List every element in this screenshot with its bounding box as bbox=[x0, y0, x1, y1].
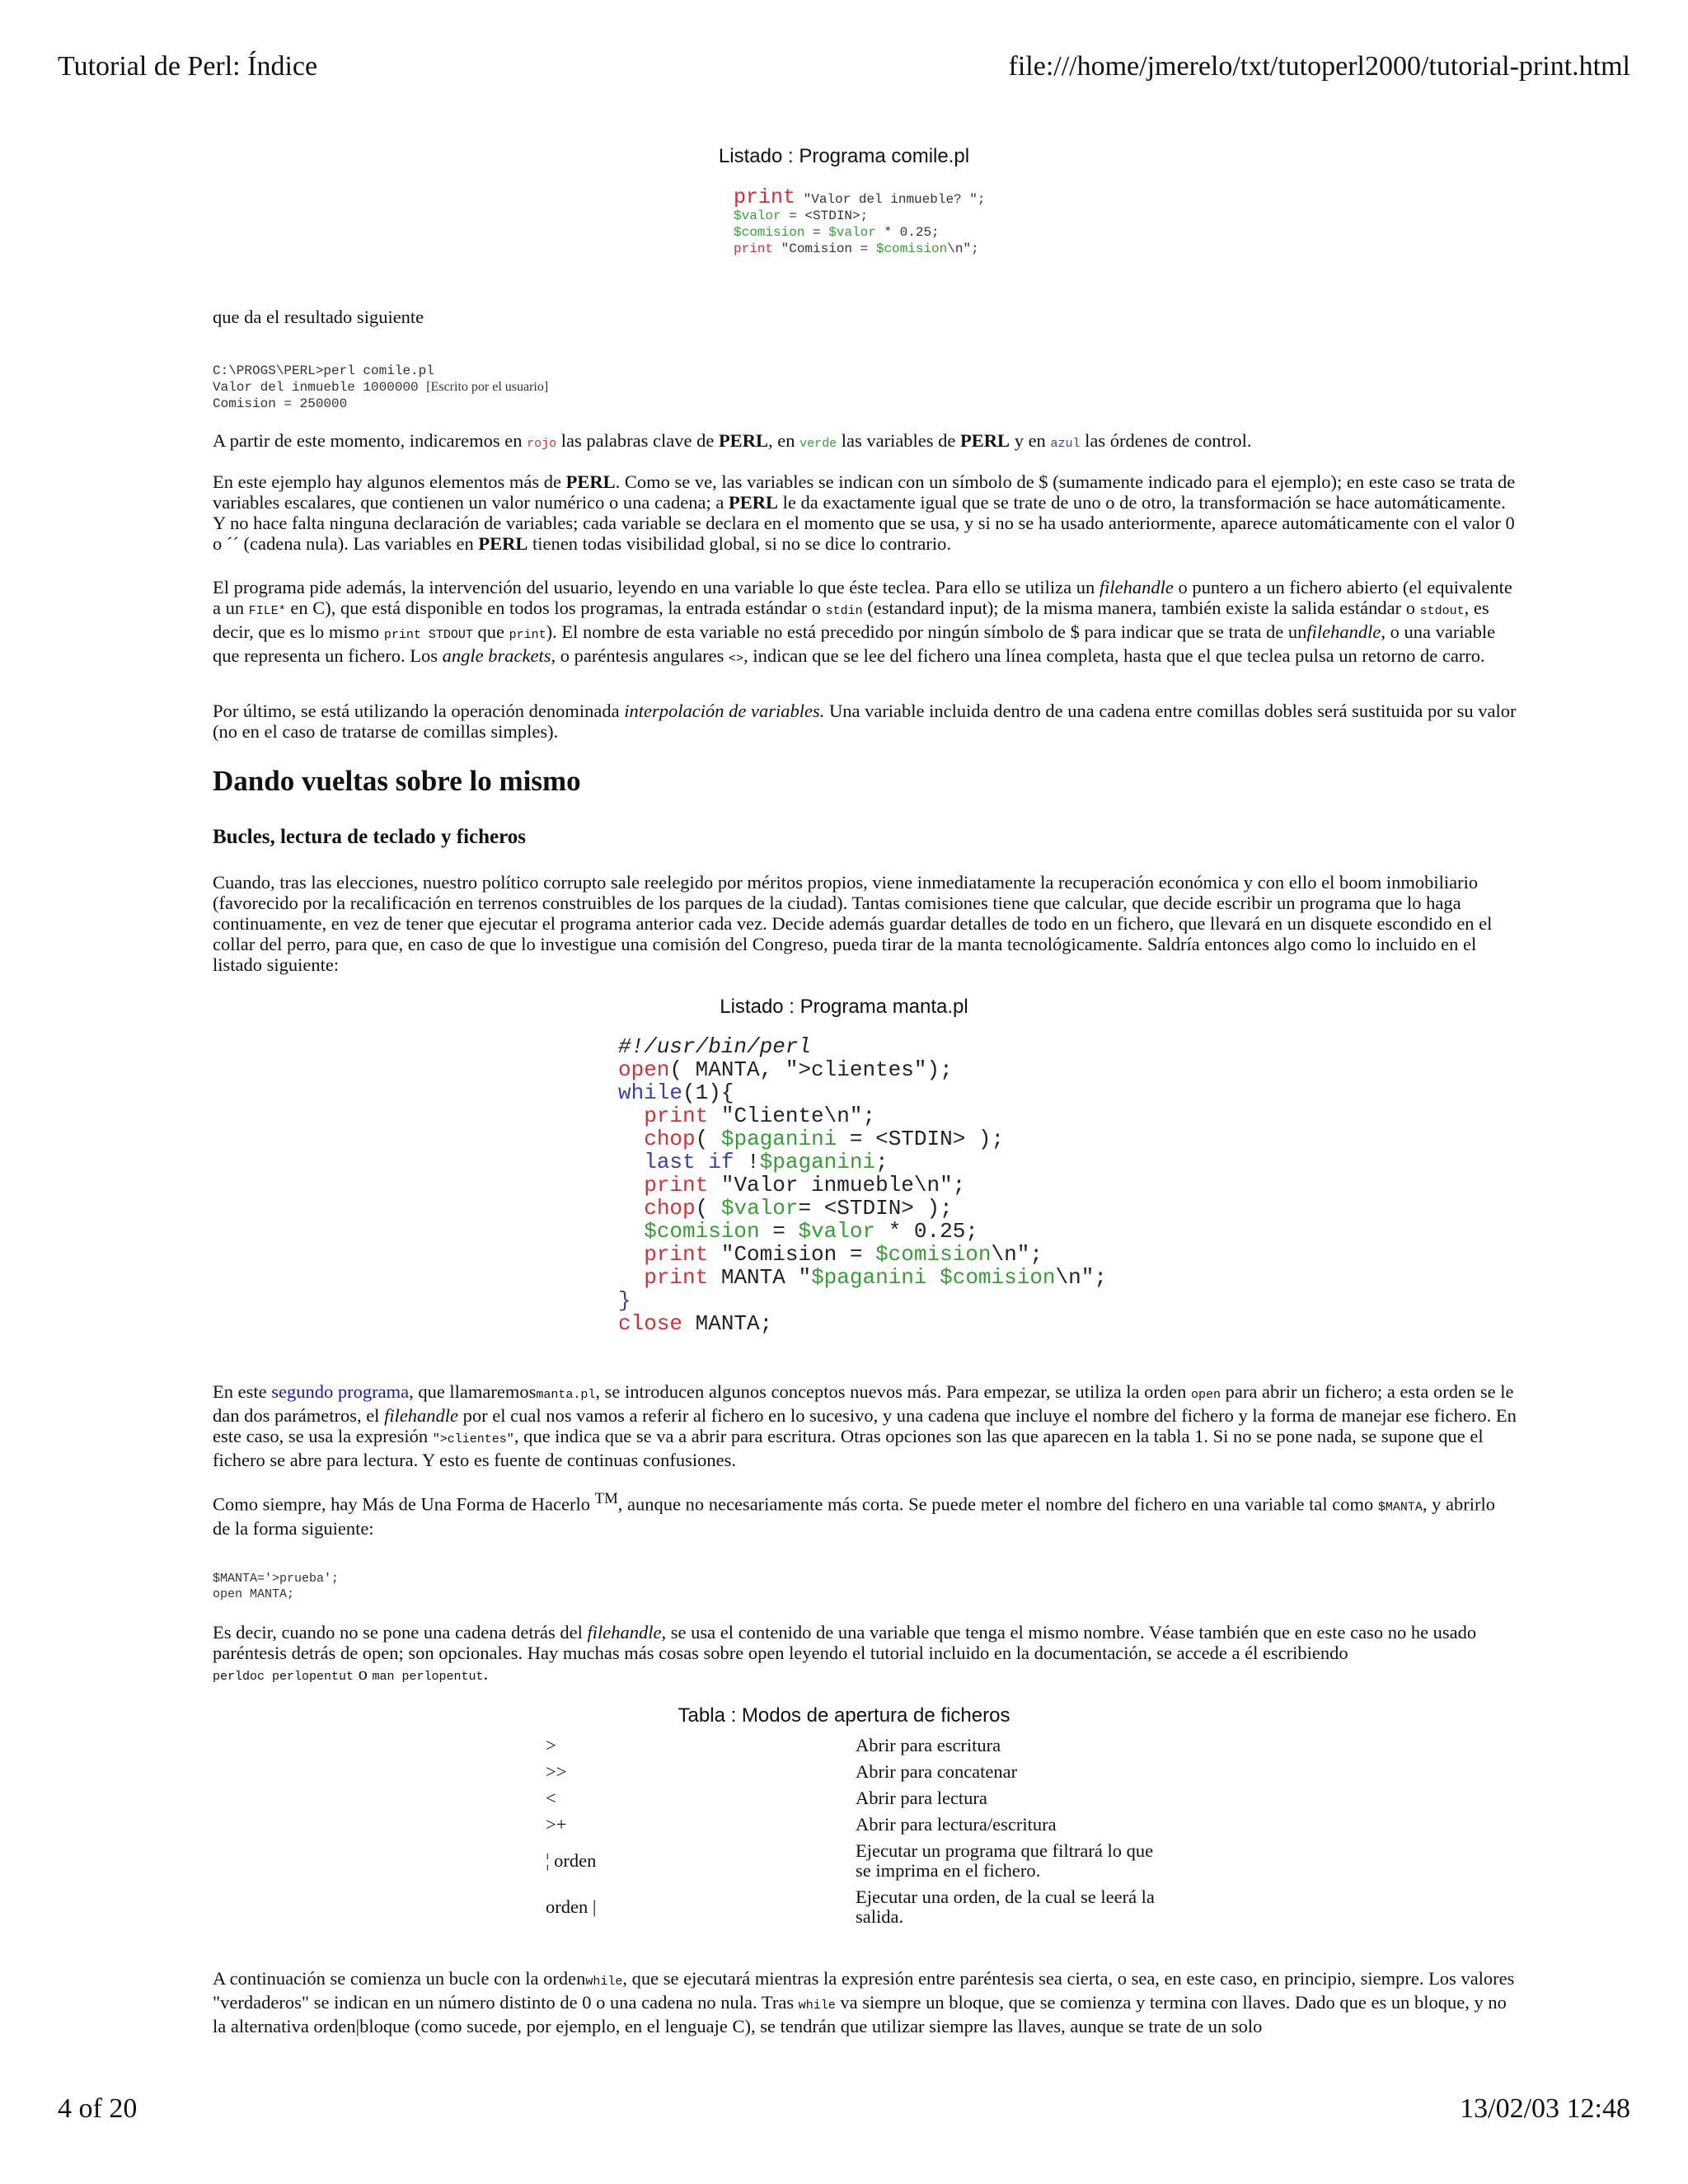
code-text: = bbox=[804, 225, 829, 240]
subsection-title: Bucles, lectura de teclado y ficheros bbox=[213, 826, 527, 848]
paragraph-filehandle: El programa pide además, la intervención del usuario, leyendo en una variable lo que éste teclea. Para ello se utiliza un filehandle o puntero a un fichero abierto (el equivalente a un FILE* en C), que está disponible en todos los programas, la entrada estándar o stdin (estandard input); de la misma manera, también existe la salida estándar o stdout, es decir, que es lo mismo print STDOUT que print). El nombre de esta variable no está precedido por ningún símbolo de $ para indicar que se trata de unfilehandle, o una variable que representa un fichero. Los angle brackets, o paréntesis angulares <>, indican que se lee del fichero una línea completa, hasta que el que teclea pulsa un retorno de carro. bbox=[213, 577, 1512, 666]
code-variable: $valor bbox=[828, 225, 876, 240]
table-row: > Abrir para escritura bbox=[546, 1735, 1001, 1755]
color-word-green: verde bbox=[799, 437, 837, 451]
table-row: >+ Abrir para lectura/escritura bbox=[546, 1814, 1057, 1835]
code-manta-variable: $MANTA='>prueba'; open MANTA; bbox=[213, 1572, 340, 1601]
page-number: 4 of 20 bbox=[58, 2093, 138, 2124]
paragraph-example: En este ejemplo hay algunos elementos más de PERL. Como se ve, las variables se indican con un símbolo de $ (sumamente indicado para el ejemplo); en este caso se trata de variables escalares, que contienen un valor numérico o una cadena; a PERL le da exactamente igual que se trate de uno o de otro, la transformación se hace automáticamente. Y no hace falta ninguna declaración de variables; cada variable se declara en el momento que se usa, y si no se ha usado anteriormente, aparece automáticamente con el valor 0 o ´´ (cadena nula). Las variables en PERL tienen todas visibilidad global, si no se dice lo contrario. bbox=[213, 471, 1516, 554]
code-shebang: #!/usr/bin/perl bbox=[618, 1034, 812, 1059]
paragraph-story: Cuando, tras las elecciones, nuestro político corrupto sale reelegido por méritos propios, viene inmediatamente la recuperación económica y con ello el boom inmobiliario (favorecido por la recalificación en terrenos construibles de los parques de la ciudad). Tantas comisiones tiene que calcular, que decide escribir un programa que lo haga continuamente, en vez de tener que ejecutar el programa anterior cada vez. Decide además guardar detalles de todo en un fichero, que llevará en un disquete escondido en el collar del perro, para que, en caso de que lo investigue una comisión del Congreso, pueda tirar de la manta tecnológicamente. Saldría entonces algo como lo incluido en el listado siguiente: bbox=[213, 872, 1493, 975]
code-text: \n"; bbox=[947, 241, 979, 256]
paragraph-open: En este segundo programa, que llamaremosmanta.pl, se introducen algunos conceptos nuevos más. Para empezar, se utiliza la orden open para abrir un fichero; a esta orden se le dan dos parámetros, el filehandle por el cual nos vamos a referir al fichero en lo sucesivo, y una cadena que incluye el nombre del fichero y la forma de manejar ese fichero. En este caso, se usa la expresión ">clientes", que indica que se va a abrir para escritura. Otras opciones son las que aparecen en la tabla 1. Si no se pone nada, se supone que el fichero se abre para lectura. Y esto es fuente de continuas confusiones. bbox=[213, 1381, 1517, 1470]
paragraph-interpolation: Por último, se está utilizando la operación denominada interpolación de variables. Una variable incluida dentro de una cadena entre comillas dobles será sustituida por su valor (no en el caso de tratarse de comillas simples). bbox=[213, 701, 1517, 742]
code-keyword: print bbox=[734, 185, 796, 209]
table-caption: Tabla : Modos de apertura de ficheros bbox=[678, 1704, 1010, 1727]
table-row: ¦ orden Ejecutar un programa que filtrará lo que se imprima en el fichero. bbox=[546, 1840, 1154, 1881]
code-keyword: print bbox=[734, 241, 774, 256]
table-row: >> Abrir para concatenar bbox=[546, 1761, 1018, 1782]
paragraph-open-variants: Es decir, cuando no se pone una cadena detrás del filehandle, se usa el contenido de una variable que tenga el mismo nombre. Véase también que en este caso no he usado paréntesis detrás de open; son opcionales. Hay muchas más cosas sobre open leyendo el tutorial incluido en la documentación, se accede a él escribiendo perldoc perlopentut o man perlopentut. bbox=[213, 1622, 1477, 1684]
output-line: C:\PROGS\PERL>perl comile.pl bbox=[213, 363, 434, 378]
paragraph-colors: A partir de este momento, indicaremos en rojo las palabras clave de PERL, en verde las variables de PERL y en azul las órdenes de control. bbox=[213, 430, 1252, 451]
code-listing-comile bbox=[734, 185, 986, 257]
result-intro: que da el resultado siguiente bbox=[213, 307, 424, 327]
code-variable: $comision bbox=[734, 225, 805, 240]
code-listing-manta: #!/usr/bin/perl open( MANTA, ">clientes"); while(1){ print "Cliente\n"; chop( $paganini = <STDIN> ); last if !$paganini; print "Valor inmueble\n"; chop( $valor= <STDIN> ); $comision = $valor * 0.25; print "Comision = $comision\n"; print MANTA "$paganini $comision\n"; } close MANTA; bbox=[618, 1034, 1107, 1336]
paragraph-tm: Como siempre, hay Más de Una Forma de Hacerlo ™, aunque no necesariamente más corta. Se puede meter el nombre del fichero en una variable tal como $MANTA, y abrirlo de la forma siguiente: bbox=[213, 1490, 1495, 1539]
code-text: "Valor del inmueble? "; bbox=[795, 192, 986, 207]
output-line: Valor del inmueble 1000000 bbox=[213, 380, 419, 395]
color-word-red: rojo bbox=[527, 437, 557, 451]
code-text: * 0.25; bbox=[875, 225, 940, 240]
color-word-blue: azul bbox=[1050, 437, 1081, 451]
table-row: < Abrir para lectura bbox=[546, 1788, 987, 1808]
listing-caption: Listado : Programa comile.pl bbox=[718, 145, 970, 167]
page-header-title: Tutorial de Perl: Índice bbox=[58, 51, 318, 82]
code-variable: $comision bbox=[875, 241, 948, 256]
listing-caption: Listado : Programa manta.pl bbox=[720, 996, 968, 1018]
table-row: orden | Ejecutar una orden, de la cual se leerá la salida. bbox=[546, 1886, 1155, 1927]
code-text: "Comision = bbox=[773, 241, 876, 256]
output-line: Comision = 250000 bbox=[213, 396, 348, 411]
open-modes-table bbox=[546, 1732, 1169, 1930]
output-note: [Escrito por el usuario] bbox=[426, 380, 549, 394]
paragraph-while: A continuación se comienza un bucle con la ordenwhile, que se ejecutará mientras la expresión entre paréntesis sea cierta, o sea, en este caso, en principio, siempre. Los valores "verdaderos" se indican en un número distinto de 0 o una cadena no nula. Tras while va siempre un bloque, que se comienza y termina con llaves. Dado que es un bloque, y no la alternativa orden|bloque (como sucede, por ejemplo, en el lenguaje C), se tendrán que utilizar siempre las llaves, aunque se trate de un solo bbox=[213, 1968, 1515, 2036]
code-variable: $valor bbox=[734, 209, 781, 223]
page-header-url: file:///home/jmerelo/txt/tutoperl2000/tutorial-print.html bbox=[1008, 51, 1630, 82]
trademark-mark: TM bbox=[594, 1490, 618, 1507]
code-text: = <STDIN>; bbox=[781, 209, 869, 223]
link-segundo-programa[interactable]: segundo programa bbox=[271, 1381, 410, 1402]
section-title: Dando vueltas sobre lo mismo bbox=[213, 765, 581, 797]
program-output bbox=[213, 363, 548, 412]
print-datetime: 13/02/03 12:48 bbox=[1460, 2093, 1630, 2124]
